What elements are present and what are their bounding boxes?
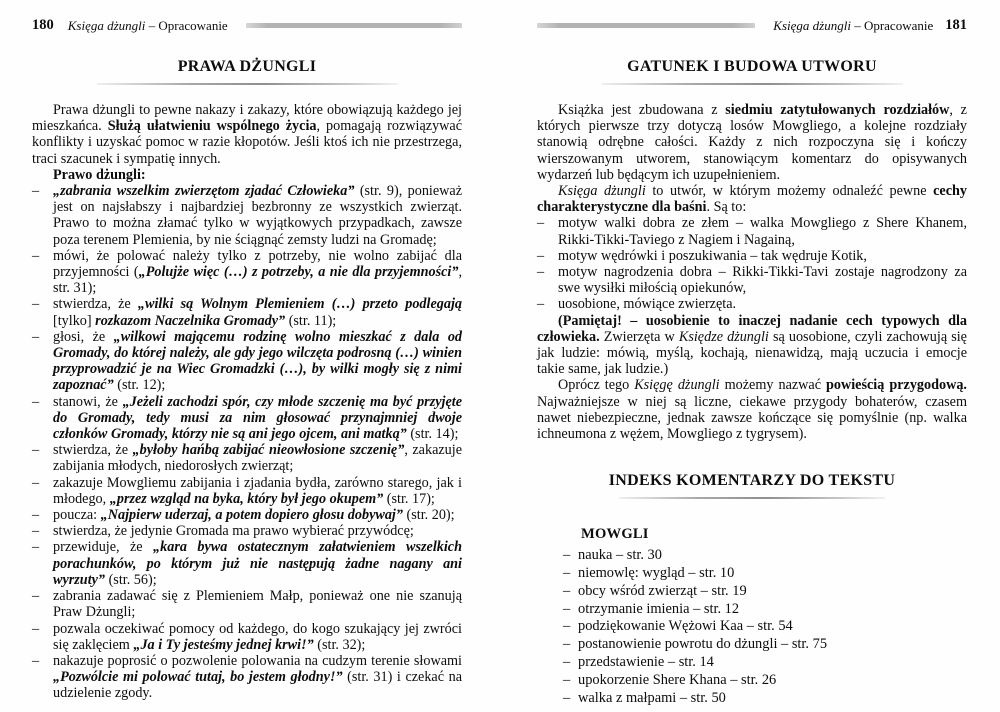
text-segment: „Polujże więc (…) z potrzeby, a nie dla przyjemności” [138, 264, 459, 281]
title-rule [602, 83, 903, 85]
dash-marker: – [32, 652, 40, 669]
text-segment: „byłoby hańbą zabijać nieowłosione szczenię” [132, 442, 405, 459]
intro-paragraph [32, 102, 462, 167]
list-item [563, 618, 967, 636]
text-segment: „wilki są Wolnym Plemieniem (…) przeto podlegają [137, 296, 462, 313]
text-segment: , pomagają rozwiązywać konflikty i uzyskać pomoc w razie kłopotów. Jeśli ktoś ich nie przestrzega, traci szacunek i sympatię innych. [32, 118, 463, 167]
list-item-text [53, 588, 462, 620]
text-segment: (str. 17); [383, 490, 435, 507]
list-item-text [53, 621, 462, 653]
text-segment: (str. 20); [402, 507, 455, 524]
book-subtitle: – Opracowanie [145, 18, 228, 33]
text-segment: Księdze dżungli [678, 328, 769, 345]
dash-marker: – [537, 296, 545, 313]
text-segment: Księgę dżungli [634, 377, 720, 394]
text-segment: , str. 31); [53, 264, 462, 297]
dash-marker: – [563, 600, 571, 617]
text-segment: obcy wśród zwierząt – str. 19 [578, 582, 747, 599]
list-item-text [53, 653, 462, 701]
text-segment: [tylko] [53, 312, 96, 329]
list-item [32, 329, 462, 394]
text-segment: (str. 12); [113, 377, 166, 394]
running-head-right [537, 18, 967, 33]
text-segment: stwierdza, że jedynie Gromada ma prawo wybierać przywódcę; [53, 523, 414, 540]
list-item [563, 636, 967, 654]
text-segment: nauka – str. 30 [578, 547, 662, 564]
text-segment: podziękowanie Wężowi Kaa – str. 54 [578, 618, 793, 635]
dash-marker: – [32, 474, 40, 491]
dash-marker: – [563, 636, 571, 653]
section-title-text: PRAWA DŻUNGLI [177, 58, 317, 75]
list-item-text [53, 394, 462, 442]
running-head-left [32, 18, 462, 33]
list-item-text [558, 215, 967, 247]
dash-marker: – [32, 393, 40, 410]
text-segment: (str. 9), ponieważ jest on najsłabszy i najbardziej bezbronny ze wszystkich zwierząt. Prawo to można złamać tylko w wyjątkowych przypadkach, zawsze poza terenem Plemienia, by nie ściągnąć zemsty ludzi na Gromadę; [53, 183, 463, 248]
list-item [32, 183, 462, 248]
list-item [32, 653, 462, 702]
text-segment: stanowi, że [53, 393, 123, 410]
page-number-left: 180 [32, 17, 54, 33]
text-segment: mówi, że polować należy tylko z potrzeby, nie wolno zabijać dla przyjemności ( [53, 247, 462, 281]
text-segment: cechy charakterystyczne dla baśni [537, 183, 967, 216]
list-item [563, 547, 967, 565]
text-segment: „Pozwólcie mi polować tutaj, bo jestem głodny!” [53, 669, 343, 686]
text-segment: głosi, że [53, 328, 114, 345]
book-subtitle: – Opracowanie [850, 18, 934, 33]
list-item-text [578, 565, 734, 581]
text-segment: , z których pierwsze trzy dotyczą losów Mowgliego, a kolejne rozdziały stanowią odrębne całości. Każdy z nich rozpoczyna się i kończy wierszowanym utworem, stanowiącym komentarz do opisywanych wydarzeń lub będącym ich uzupełnieniem. [537, 102, 967, 183]
section-title-prawa-dzungli [32, 58, 462, 85]
text-segment: uosobione, mówiące zwierzęta. [558, 296, 737, 313]
list-item [563, 601, 967, 619]
text-segment: „wilkowi mającemu rodzinę wolno mieszkać z dala od Gromady, do której należy, ale gdy jego wilczęta podrosną (…) winien przyprowadzić je na Wiec Gromadzki (…), by wilki mogły się z nimi zapoznać” [53, 328, 463, 394]
list-item-text [578, 547, 662, 563]
right-page-body [537, 102, 967, 442]
text-segment: „przez wzgląd na byka, który był jego okupem” [109, 490, 384, 507]
dash-marker: – [537, 215, 545, 232]
list-item [32, 539, 462, 588]
list-item-text [53, 183, 462, 248]
text-segment: „Najpierw uderzaj, a potem dopiero głosu dobywaj” [100, 507, 403, 524]
dash-marker: – [32, 620, 40, 637]
section-title-gatunek [537, 58, 967, 85]
list-item [563, 672, 967, 690]
list-item [32, 621, 462, 653]
fairy-tale-features-list [537, 215, 967, 312]
list-item [563, 690, 967, 708]
text-segment: zakazuje Mowgliemu zabijania i zjadania bydła, zarówno starego, jak i młodego, [53, 474, 462, 507]
list-item-text [558, 264, 967, 296]
text-segment: (str. 56); [105, 571, 157, 588]
title-rule [619, 497, 886, 499]
dash-marker: – [537, 264, 545, 281]
list-item [563, 583, 967, 601]
list-item-text [53, 442, 462, 474]
text-segment: nakazuje poprosić o pozwolenie polowania na cudzym terenie słowami [53, 652, 462, 669]
list-item-text [578, 583, 747, 599]
list-item-text [578, 690, 726, 706]
list-item-text [53, 296, 462, 328]
dash-marker: – [563, 689, 571, 706]
text-segment: (str. 31) i czekać na udzielenie zgody. [53, 669, 462, 702]
text-segment: (Pamiętaj! – uosobienie to inaczej nadanie cech typowych dla człowieka. [537, 312, 967, 345]
fairy-tale-intro-paragraph [537, 183, 967, 215]
dash-marker: – [563, 565, 571, 582]
text-segment: „Jeżeli zachodzi spór, czy młode szczenię ma być przyjęte do Gromady, tedy musi za nim głosować przynajmniej dwoje członków Gromady, którzy nie są ani jego ojcem, ani matką” [53, 393, 462, 443]
section-title-indeks [537, 472, 967, 499]
mowgli-index-list [563, 547, 967, 707]
page-right [500, 0, 1000, 712]
text-segment: niemowlę: wygląd – str. 10 [578, 565, 735, 582]
list-item [563, 654, 967, 672]
text-segment: siedmiu zatytułowanych rozdziałów [725, 102, 950, 118]
list-item-text [53, 507, 455, 523]
text-segment: „Ja i Ty jesteśmy jednej krwi!” [133, 636, 314, 653]
header-bar-left [246, 23, 462, 28]
list-item [32, 588, 462, 620]
list-item-text [53, 523, 414, 539]
list-item [32, 523, 462, 539]
text-segment: stwierdza, że [53, 296, 138, 313]
adventure-novel-paragraph [537, 377, 967, 442]
list-item [32, 507, 462, 523]
text-segment: rozkazom Naczelnika Gromady” [95, 312, 286, 329]
text-segment: poucza: [53, 507, 101, 524]
text-segment: motyw wędrówki i poszukiwania – tak wędruje Kotik, [558, 247, 867, 264]
section-title-text: GATUNEK I BUDOWA UTWORU [627, 58, 877, 75]
text-segment: (str. 32); [313, 636, 366, 653]
text-segment: pozwala oczekiwać pomocy od każdego, do kogo szukający jej zwróci się zaklęciem [53, 620, 462, 653]
list-item-text [578, 636, 827, 652]
title-rule [97, 83, 398, 85]
list-item-text [53, 248, 462, 296]
dash-marker: – [32, 296, 40, 313]
text-segment: . Są to: [706, 199, 747, 216]
list-item [537, 264, 967, 296]
list-item [32, 248, 462, 297]
book-title: Księga dżungli [773, 18, 851, 33]
text-segment: to utwór, w którym możemy odnaleźć pewne [645, 183, 934, 200]
text-segment: (str. 14); [406, 426, 459, 443]
text-segment: powieścią przygodową. [826, 377, 967, 394]
text-segment: możemy nazwać [719, 377, 827, 394]
page-number-right: 181 [945, 17, 967, 33]
text-segment: Służą ułatwieniu wspólnego życia [107, 118, 317, 135]
list-item [32, 442, 462, 474]
index-subhead-mowgli: MOWGLI [581, 526, 649, 543]
list-item-text [53, 475, 462, 507]
text-segment: motyw walki dobra ze złem – walka Mowgliego z Shere Khanem, Rikki-Tikki-Taviego z Nagiem i Nagainą, [558, 215, 967, 248]
header-bar-right [537, 23, 755, 28]
text-segment: przedstawienie – str. 14 [578, 654, 714, 671]
list-item-text [558, 248, 867, 264]
list-item [563, 565, 967, 583]
text-segment: „zabrania wszelkim zwierzętom zjadać Człowieka” [53, 183, 355, 200]
text-segment: walka z małpami – str. 50 [578, 689, 726, 706]
dash-marker: – [563, 582, 571, 599]
text-segment: upokorzenie Shere Khana – str. 26 [578, 671, 777, 688]
list-item [32, 296, 462, 328]
dash-marker: – [563, 547, 571, 564]
text-segment: są uosobione, czyli zachowują się jak ludzie: mówią, myślą, kochają, nienawidzą, mają uczucia i emocje takie same, jak ludzie.) [537, 328, 967, 378]
text-segment: motyw nagrodzenia dobra – Rikki-Tikki-Tavi zostaje nagrodzony za swe wysiłki miłością opiekunów, [558, 264, 967, 297]
list-item-text [578, 618, 793, 634]
dash-marker: – [32, 442, 40, 459]
personification-note-paragraph [537, 313, 967, 378]
list-item [537, 296, 967, 312]
text-segment: Zwierzęta w [599, 328, 679, 345]
text-segment: Księga dżungli [558, 183, 646, 200]
jungle-laws-list [32, 183, 462, 702]
text-segment: Oprócz tego [558, 377, 635, 394]
dash-marker: – [32, 523, 40, 540]
text-segment: Najważniejsze w niej są liczne, ciekawe przygody bohaterów, czasem nawet niebezpieczne, jednak zawsze kończące się pomyślnie (np. walka ichneumona z wężem, Mowgliego z tygrysem). [537, 393, 967, 443]
text-segment: postanowienie powrotu do dżungli – str. 75 [578, 636, 828, 653]
list-item-text [53, 329, 462, 394]
dash-marker: – [32, 539, 40, 556]
text-segment: „kara bywa ostatecznym załatwieniem wszelkich porachunków, po którym już nie następują żadne nagany ani wyrzuty” [53, 539, 462, 588]
dash-marker: – [32, 507, 40, 524]
dash-marker: – [537, 247, 545, 264]
jungle-law-subhead: Prawo dżungli: [53, 166, 146, 183]
text-segment: , zakazuje zabijania młodych, niedorosłych zwierząt; [53, 442, 462, 475]
text-segment: otrzymanie imienia – str. 12 [578, 600, 740, 617]
text-segment: (str. 11); [285, 312, 337, 329]
text-segment: Książka jest zbudowana z [558, 102, 726, 118]
text-segment: zabrania zadawać się z Plemieniem Małp, ponieważ one nie szanują Praw Dżungli; [53, 588, 462, 621]
list-item-text [578, 672, 776, 688]
list-item [537, 215, 967, 247]
section-title-text: INDEKS KOMENTARZY DO TEKSTU [608, 472, 896, 490]
left-page-body [32, 102, 462, 702]
list-item [537, 248, 967, 264]
text-segment: przewiduje, że [53, 539, 154, 556]
list-item-text [53, 539, 462, 587]
running-title-left [68, 18, 228, 33]
list-item [32, 475, 462, 507]
running-title-right [773, 18, 933, 33]
text-segment: Prawa dżungli to pewne nakazy i zakazy, które obowiązują każdego jej mieszkańca. [32, 102, 462, 135]
dash-marker: – [32, 183, 40, 200]
dash-marker: – [563, 654, 571, 671]
list-item [32, 394, 462, 443]
dash-marker: – [32, 588, 40, 605]
dash-marker: – [32, 247, 40, 264]
list-item-text [578, 654, 714, 670]
text-segment: stwierdza, że [53, 442, 133, 459]
structure-paragraph [537, 102, 967, 183]
dash-marker: – [32, 328, 40, 345]
dash-marker: – [563, 618, 571, 635]
list-item-text [558, 296, 736, 312]
book-title: Księga dżungli [67, 18, 146, 33]
dash-marker: – [563, 671, 571, 688]
list-item-text [578, 601, 739, 617]
